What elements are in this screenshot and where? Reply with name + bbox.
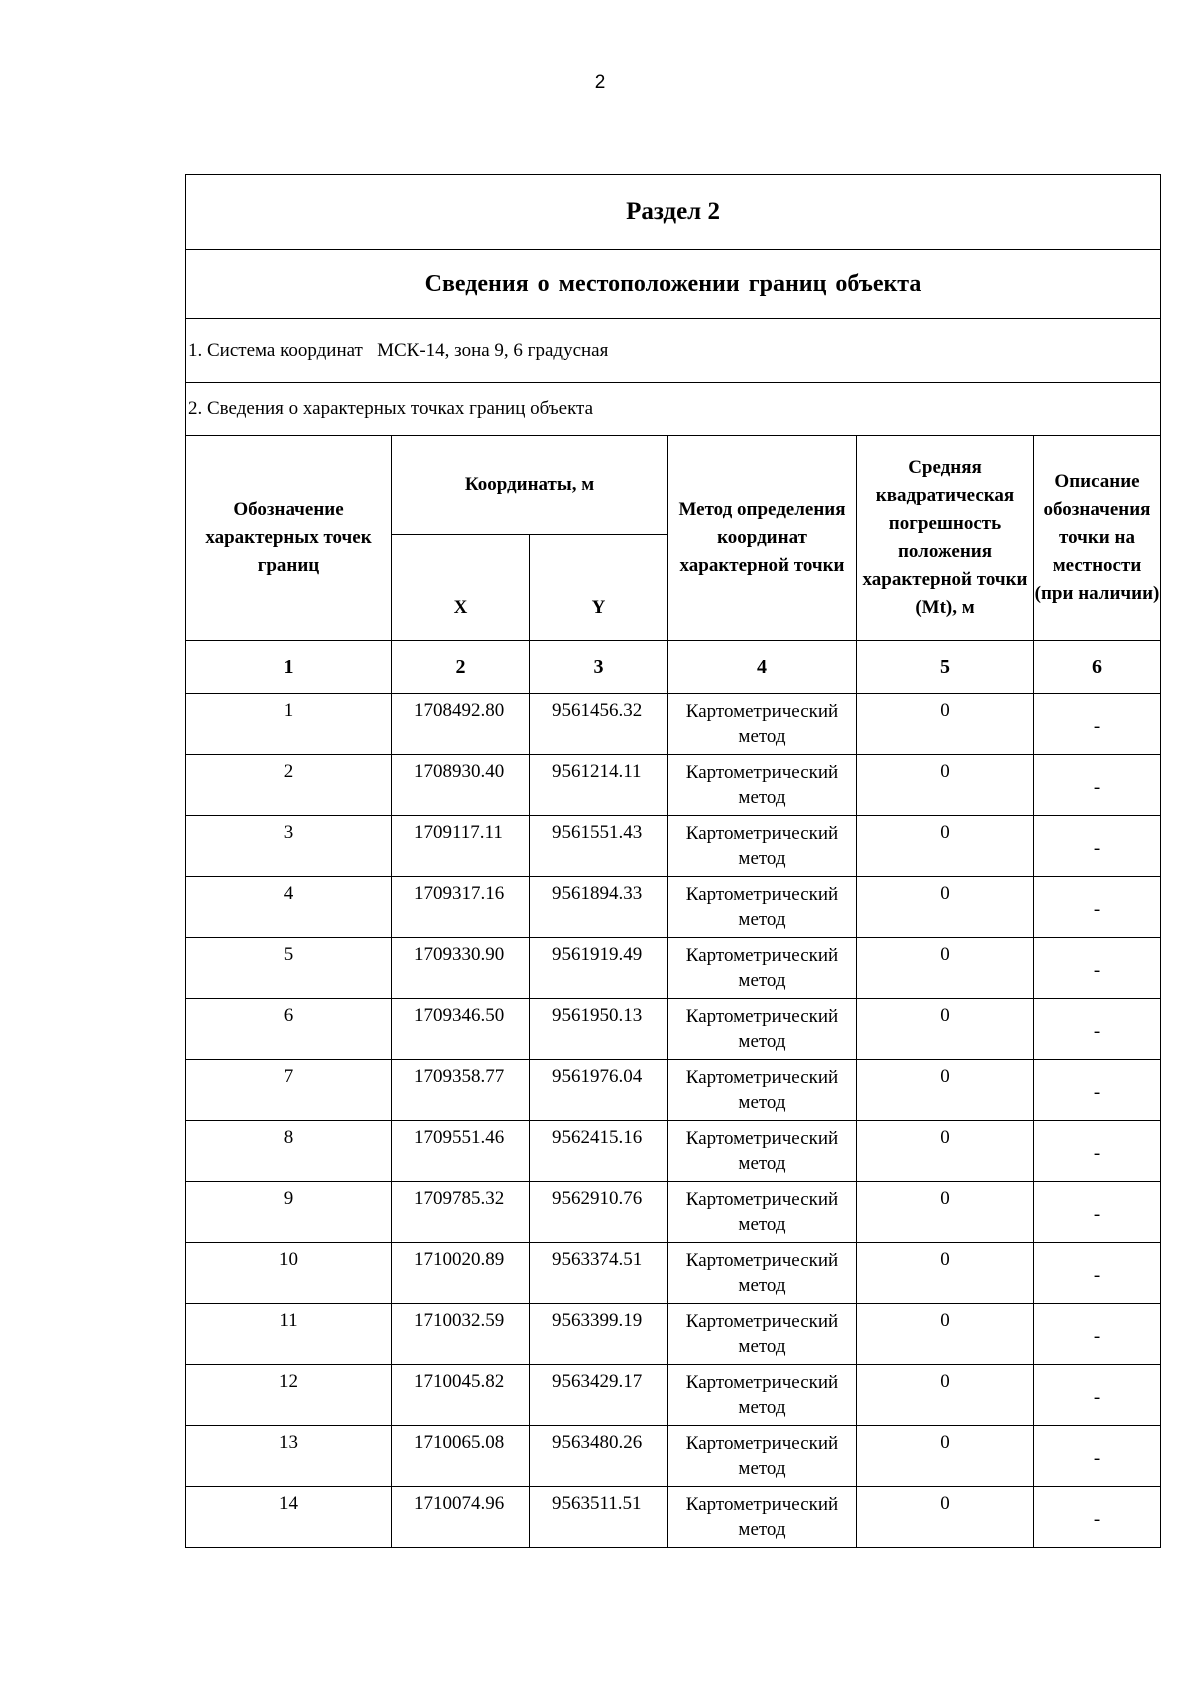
cell-description <box>1034 1487 1161 1548</box>
description-value: - <box>1093 777 1101 798</box>
point-id-value: 14 <box>279 1493 298 1514</box>
coord-y-value: 9561551.43 <box>552 822 643 843</box>
cell-method <box>668 1426 857 1487</box>
cell-coord-y <box>530 938 668 999</box>
mt-error-value: 0 <box>940 1005 950 1026</box>
column-number: 3 <box>530 641 668 694</box>
description-value: - <box>1093 1021 1101 1042</box>
coord-x-value: 1709317.16 <box>414 883 505 904</box>
header-coordinates: Координаты, м <box>392 436 668 535</box>
header-y: Y <box>530 535 668 641</box>
header-x: X <box>392 535 530 641</box>
method-value: Картометрический метод <box>685 1189 839 1235</box>
coord-y-value: 9561950.13 <box>552 1005 643 1026</box>
mt-error-value: 0 <box>940 944 950 965</box>
method-value: Картометрический метод <box>685 762 839 808</box>
table-row <box>186 755 1161 816</box>
method-value: Картометрический метод <box>685 823 839 869</box>
description-value: - <box>1093 1326 1101 1347</box>
table-row <box>186 1182 1161 1243</box>
coord-y-value: 9561894.33 <box>552 883 643 904</box>
cell-coord-y <box>530 694 668 755</box>
coord-y-value: 9562415.16 <box>552 1127 643 1148</box>
coord-x-value: 1709346.50 <box>414 1005 505 1026</box>
description-value: - <box>1093 1143 1101 1164</box>
description-value: - <box>1093 899 1101 920</box>
cell-point-id <box>186 1487 392 1548</box>
coord-y-value: 9563429.17 <box>552 1371 643 1392</box>
description-value: - <box>1093 960 1101 981</box>
cell-description <box>1034 1182 1161 1243</box>
page-number: 2 <box>594 72 606 93</box>
cell-description <box>1034 999 1161 1060</box>
description-value: - <box>1093 1448 1101 1469</box>
points-heading: 2. Сведения о характерных точках границ объекта <box>186 383 1161 436</box>
cell-description <box>1034 1304 1161 1365</box>
cell-point-id <box>186 999 392 1060</box>
mt-error-value: 0 <box>940 822 950 843</box>
cell-coord-y <box>530 1060 668 1121</box>
point-id-value: 11 <box>279 1310 298 1331</box>
description-value: - <box>1093 1082 1101 1103</box>
coord-y-value: 9563480.26 <box>552 1432 643 1453</box>
column-number: 1 <box>186 641 392 694</box>
point-id-value: 1 <box>283 700 294 721</box>
method-value: Картометрический метод <box>685 1372 839 1418</box>
coordinate-system-row <box>186 319 1161 383</box>
point-id-value: 3 <box>283 822 294 843</box>
mt-error-value: 0 <box>940 1310 950 1331</box>
cell-mt-error <box>857 1060 1034 1121</box>
cell-method <box>668 1243 857 1304</box>
point-id-value: 2 <box>283 761 294 782</box>
description-value: - <box>1093 716 1101 737</box>
coord-x-value: 1710045.82 <box>414 1371 505 1392</box>
cell-mt-error <box>857 1243 1034 1304</box>
cell-description <box>1034 1426 1161 1487</box>
table-row <box>186 1304 1161 1365</box>
cell-coord-x <box>392 1060 530 1121</box>
cell-method <box>668 877 857 938</box>
header-method: Метод определения координат характерной точки <box>668 436 857 641</box>
cell-coord-x <box>392 1121 530 1182</box>
coord-x-value: 1709358.77 <box>414 1066 505 1087</box>
table-row <box>186 1426 1161 1487</box>
cell-mt-error <box>857 877 1034 938</box>
method-value: Картометрический метод <box>685 1433 839 1479</box>
cell-description <box>1034 877 1161 938</box>
cell-coord-x <box>392 755 530 816</box>
method-value: Картометрический метод <box>685 1006 839 1052</box>
description-value: - <box>1093 1204 1101 1225</box>
description-value: - <box>1093 1387 1101 1408</box>
table-row <box>186 1121 1161 1182</box>
cell-coord-y <box>530 877 668 938</box>
method-value: Картометрический метод <box>685 884 839 930</box>
cell-method <box>668 1182 857 1243</box>
method-value: Картометрический метод <box>685 1494 839 1540</box>
cell-mt-error <box>857 1426 1034 1487</box>
coord-y-value: 9561214.11 <box>552 761 642 782</box>
header-description: Описание обозначения точки на местности (при наличии) <box>1034 436 1161 641</box>
coord-x-value: 1710020.89 <box>414 1249 505 1270</box>
cell-mt-error <box>857 999 1034 1060</box>
cell-coord-x <box>392 1365 530 1426</box>
header-error: Средняя квадратическая погрешность положения характерной точки (Mt), м <box>857 436 1034 641</box>
cell-point-id <box>186 1426 392 1487</box>
cell-method <box>668 1121 857 1182</box>
cell-coord-y <box>530 1182 668 1243</box>
coord-x-value: 1709785.32 <box>414 1188 505 1209</box>
cell-description <box>1034 1365 1161 1426</box>
mt-error-value: 0 <box>940 1127 950 1148</box>
cell-coord-x <box>392 1182 530 1243</box>
cell-point-id <box>186 877 392 938</box>
cell-coord-y <box>530 755 668 816</box>
coord-y-value: 9563374.51 <box>552 1249 643 1270</box>
coord-y-value: 9562910.76 <box>552 1188 643 1209</box>
cell-coord-x <box>392 816 530 877</box>
method-value: Картометрический метод <box>685 945 839 991</box>
cell-mt-error <box>857 1304 1034 1365</box>
cell-method <box>668 999 857 1060</box>
cell-method <box>668 1060 857 1121</box>
coord-x-value: 1709117.11 <box>414 822 503 843</box>
cell-mt-error <box>857 694 1034 755</box>
point-id-value: 4 <box>283 883 294 904</box>
mt-error-value: 0 <box>940 700 950 721</box>
cell-description <box>1034 816 1161 877</box>
table-row <box>186 1365 1161 1426</box>
table-row <box>186 816 1161 877</box>
description-value: - <box>1093 838 1101 859</box>
cell-mt-error <box>857 1182 1034 1243</box>
coord-y-value: 9561919.49 <box>552 944 643 965</box>
mt-error-value: 0 <box>940 1249 950 1270</box>
cell-point-id <box>186 1243 392 1304</box>
table-row <box>186 1243 1161 1304</box>
coord-y-value: 9563511.51 <box>552 1493 642 1514</box>
point-id-value: 6 <box>283 1005 294 1026</box>
section-title: Раздел 2 <box>186 175 1161 250</box>
cell-description <box>1034 1243 1161 1304</box>
coord-x-value: 1708930.40 <box>414 761 505 782</box>
cell-method <box>668 1304 857 1365</box>
coordinate-system-label: 1. Система координат <box>188 339 363 361</box>
table-row <box>186 999 1161 1060</box>
method-value: Картометрический метод <box>685 1250 839 1296</box>
cell-mt-error <box>857 1365 1034 1426</box>
cell-mt-error <box>857 1121 1034 1182</box>
description-value: - <box>1093 1265 1101 1286</box>
cell-method <box>668 816 857 877</box>
table-row <box>186 938 1161 999</box>
cell-description <box>1034 694 1161 755</box>
cell-mt-error <box>857 755 1034 816</box>
cell-description <box>1034 1121 1161 1182</box>
cell-point-id <box>186 816 392 877</box>
cell-description <box>1034 755 1161 816</box>
column-number: 6 <box>1034 641 1161 694</box>
cell-method <box>668 755 857 816</box>
point-id-value: 9 <box>283 1188 294 1209</box>
cell-coord-x <box>392 1304 530 1365</box>
coord-y-value: 9561456.32 <box>552 700 643 721</box>
cell-coord-y <box>530 1304 668 1365</box>
cell-coord-y <box>530 1243 668 1304</box>
mt-error-value: 0 <box>940 883 950 904</box>
cell-method <box>668 694 857 755</box>
table-row <box>186 1060 1161 1121</box>
column-number: 4 <box>668 641 857 694</box>
mt-error-value: 0 <box>940 1432 950 1453</box>
point-id-value: 5 <box>283 944 294 965</box>
boundary-table <box>185 174 1161 1548</box>
coord-y-value: 9561976.04 <box>552 1066 643 1087</box>
cell-point-id <box>186 1365 392 1426</box>
cell-method <box>668 938 857 999</box>
cell-coord-y <box>530 1487 668 1548</box>
cell-coord-x <box>392 1243 530 1304</box>
cell-description <box>1034 1060 1161 1121</box>
table-row <box>186 877 1161 938</box>
cell-coord-y <box>530 999 668 1060</box>
cell-description <box>1034 938 1161 999</box>
coordinate-system-value: МСК-14, зона 9, 6 градусная <box>377 339 609 361</box>
cell-point-id <box>186 755 392 816</box>
coord-x-value: 1709551.46 <box>414 1127 505 1148</box>
cell-mt-error <box>857 1487 1034 1548</box>
coord-x-value: 1709330.90 <box>414 944 505 965</box>
mt-error-value: 0 <box>940 1066 950 1087</box>
description-value: - <box>1093 1509 1101 1530</box>
coord-x-value: 1710032.59 <box>414 1310 505 1331</box>
method-value: Картометрический метод <box>685 1311 839 1357</box>
coord-y-value: 9563399.19 <box>552 1310 643 1331</box>
point-id-value: 10 <box>279 1249 298 1270</box>
section-subtitle: Сведения о местоположении границ объекта <box>186 250 1161 319</box>
method-value: Картометрический метод <box>685 1067 839 1113</box>
cell-coord-x <box>392 999 530 1060</box>
cell-point-id <box>186 694 392 755</box>
column-number: 5 <box>857 641 1034 694</box>
cell-coord-x <box>392 877 530 938</box>
cell-point-id <box>186 938 392 999</box>
cell-mt-error <box>857 938 1034 999</box>
point-id-value: 13 <box>279 1432 298 1453</box>
mt-error-value: 0 <box>940 761 950 782</box>
cell-method <box>668 1365 857 1426</box>
table-row <box>186 694 1161 755</box>
point-id-value: 8 <box>283 1127 294 1148</box>
cell-coord-x <box>392 938 530 999</box>
cell-point-id <box>186 1304 392 1365</box>
point-id-value: 7 <box>283 1066 294 1087</box>
method-value: Картометрический метод <box>685 701 839 747</box>
method-value: Картометрический метод <box>685 1128 839 1174</box>
cell-mt-error <box>857 816 1034 877</box>
coord-x-value: 1710065.08 <box>414 1432 505 1453</box>
cell-point-id <box>186 1060 392 1121</box>
mt-error-value: 0 <box>940 1493 950 1514</box>
cell-coord-x <box>392 1487 530 1548</box>
cell-coord-x <box>392 694 530 755</box>
cell-method <box>668 1487 857 1548</box>
cell-point-id <box>186 1182 392 1243</box>
table-row <box>186 1487 1161 1548</box>
coord-x-value: 1710074.96 <box>414 1493 505 1514</box>
header-designation: Обозначение характерных точек границ <box>186 436 392 641</box>
cell-coord-y <box>530 816 668 877</box>
cell-point-id <box>186 1121 392 1182</box>
point-id-value: 12 <box>279 1371 298 1392</box>
coord-x-value: 1708492.80 <box>414 700 505 721</box>
cell-coord-y <box>530 1121 668 1182</box>
cell-coord-y <box>530 1426 668 1487</box>
mt-error-value: 0 <box>940 1188 950 1209</box>
cell-coord-x <box>392 1426 530 1487</box>
column-number: 2 <box>392 641 530 694</box>
mt-error-value: 0 <box>940 1371 950 1392</box>
cell-coord-y <box>530 1365 668 1426</box>
